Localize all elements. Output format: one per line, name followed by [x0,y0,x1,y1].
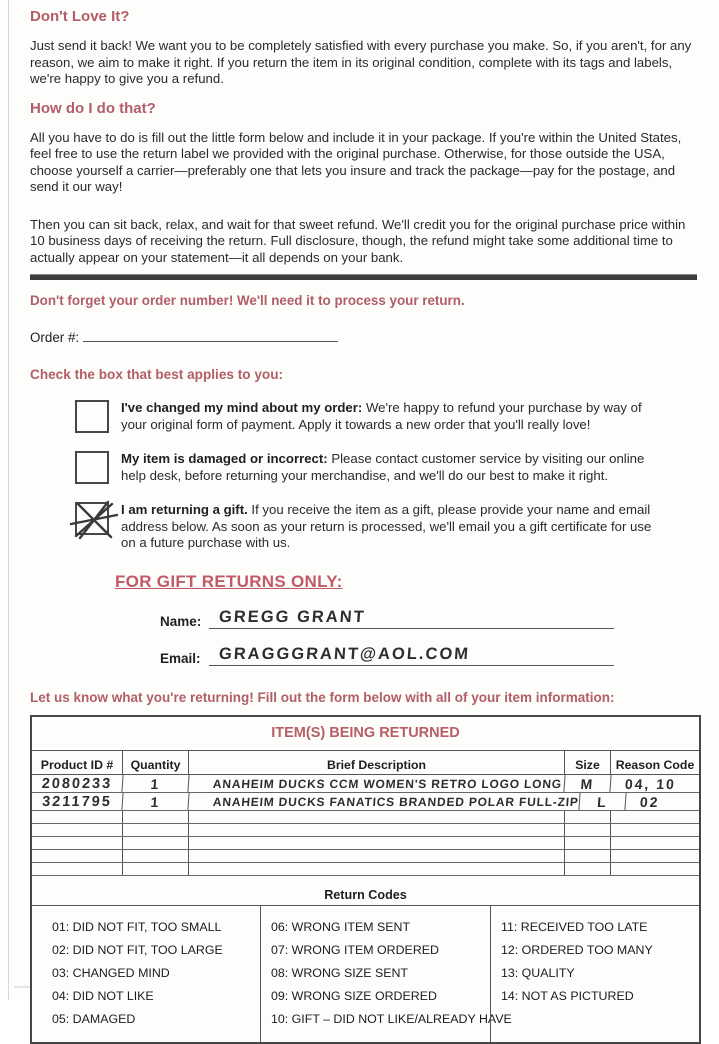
return-code: 02: DID NOT FIT, TOO LARGE [52,942,223,957]
gift-name-row [160,608,695,629]
return-codes-column-2 [260,906,512,1042]
checkbox-item-changed-mind [30,400,695,433]
col-header-quantity: Quantity [122,751,188,774]
return-code: 05: DAMAGED [52,1011,136,1026]
handwritten-name: GREGG GRANT [218,607,367,626]
checkbox-label-detail: If you receive the item as a gift, please provide your name and email address below. As soon as your return is processed, we'll email you a gift certificate for use on a future purchase with us. [121,502,652,550]
section-heading-dont-love-it: Don't Love It? [30,8,130,25]
items-table-header [32,751,699,775]
section-heading-how-do-i: How do I do that? [30,99,156,117]
handwritten-x-mark [70,499,118,541]
divider-rule [30,274,697,280]
handwritten-email: GRAGGGRANT@AOL.COM [217,644,471,663]
cell-description: ANAHEIM DUCKS FANATICS BRANDED POLAR FULL-ZIP [187,793,579,810]
return-codes-column-3 [490,906,699,1042]
return-codes-grid [32,906,699,1042]
return-code: 04: DID NOT LIKE [52,988,154,1003]
return-code: 09: WRONG SIZE ORDERED [271,988,437,1003]
return-code: 06: WRONG ITEM SENT [271,919,411,934]
checkbox-gift-checked [75,502,109,535]
return-code: 11: RECEIVED TOO LATE [501,919,648,934]
items-section-heading: Let us know what you're returning! Fill out the form below with all of your item information: [30,689,615,705]
return-code: 01: DID NOT FIT, TOO SMALL [52,919,222,934]
gift-returns-heading: FOR GIFT RETURNS ONLY: [115,571,343,591]
table-row-empty [32,837,699,850]
return-code: 13: QUALITY [501,965,575,980]
return-code: 08: WRONG SIZE SENT [271,965,409,980]
checkbox-label-bold: I am returning a gift. [121,502,248,517]
cell-product-id: 3211795 [41,793,113,809]
return-code: 14: NOT AS PICTURED [501,988,634,1003]
return-codes-column-1 [32,906,260,1042]
cell-quantity: 1 [121,793,188,810]
return-code: 12: ORDERED TOO MANY [501,942,653,957]
checkbox-gift-text [121,502,666,552]
cell-reason: 02 [624,793,714,810]
order-number-row [30,328,695,345]
intro-paragraph: Just send it back! We want you to be completely satisfied with every purchase you make. So, if you aren't, for any reason, we aim to make it right. If you return the item in its original condition, complete with its tags and labels, we're happy to give you a refund. [30,38,692,86]
checkbox-section-heading: Check the box that best applies to you: [30,367,284,382]
cell-reason: 04, 10 [609,775,699,792]
cell-product-id: 2080233 [41,775,113,791]
refund-timing-paragraph: Then you can sit back, relax, and wait for that sweet refund. We'll credit you for the original purchase price within 10 business days of receiving the return. Full disclosure, though, the refund might take some additional time to actually appear on your statement—it all depends on your bank. [30,216,686,265]
name-label: Name: [160,613,202,629]
table-row-empty [32,863,699,876]
checkbox-label-bold: I've changed my mind about my order: [121,400,363,415]
table-row [32,775,699,793]
cell-quantity: 1 [121,775,188,792]
checkbox-item-damaged [30,451,695,484]
cell-size: L [578,793,625,810]
return-code: 10: GIFT – DID NOT LIKE/ALREADY HAVE [271,1011,512,1026]
return-codes-title: Return Codes [32,876,699,906]
return-code: 03: CHANGED MIND [52,965,170,980]
scan-edge-line [8,0,9,1000]
checkbox-damaged [75,451,109,484]
table-row [32,793,699,811]
checkbox-label-detail: Please contact customer service by visiting our online help desk, before returning your merchandise, and we'll do our best to make it right. [121,451,645,483]
page-content [30,8,695,1044]
return-code: 07: WRONG ITEM ORDERED [271,942,439,957]
order-number-reminder: Don't forget your order number! We'll need it to process your return. [30,293,465,308]
col-header-reason: Reason Code [610,751,699,774]
cell-description: ANAHEIM DUCKS CCM WOMEN'S RETRO LOGO LONG [187,775,564,792]
cell-size: M [563,775,610,792]
checkbox-label-bold: My item is damaged or incorrect: [121,451,328,466]
gift-email-row [160,645,695,666]
items-table [30,715,701,1044]
items-table-title: ITEM(S) BEING RETURNED [32,717,699,751]
checkbox-item-gift [30,502,695,552]
checkbox-changed-mind [75,400,109,433]
col-header-size: Size [564,751,610,774]
checkbox-label-detail: We're happy to refund your purchase by way of your original form of payment. Apply it towards a new order that you'll really love! [121,400,642,432]
checkbox-damaged-text [121,451,666,484]
checkbox-changed-mind-text [121,400,666,433]
table-row-empty [32,850,699,863]
name-field [209,608,614,629]
email-field [209,645,614,666]
email-label: Email: [160,650,201,666]
order-number-field [83,328,338,342]
order-number-label: Order #: [30,330,80,345]
table-row-empty [32,824,699,837]
col-header-description: Brief Description [188,751,564,774]
col-header-product-id: Product ID # [40,757,114,772]
table-row-empty [32,811,699,824]
instructions-paragraph: All you have to do is fill out the little form below and include it in your package. If you're within the United States, feel free to use the return label we provided with the original purchase. Otherwise, for those outside the USA, choose yourself a carrier—preferably one that lets you insure and track the package—pay for the postage, and send it our way! [30,129,682,194]
